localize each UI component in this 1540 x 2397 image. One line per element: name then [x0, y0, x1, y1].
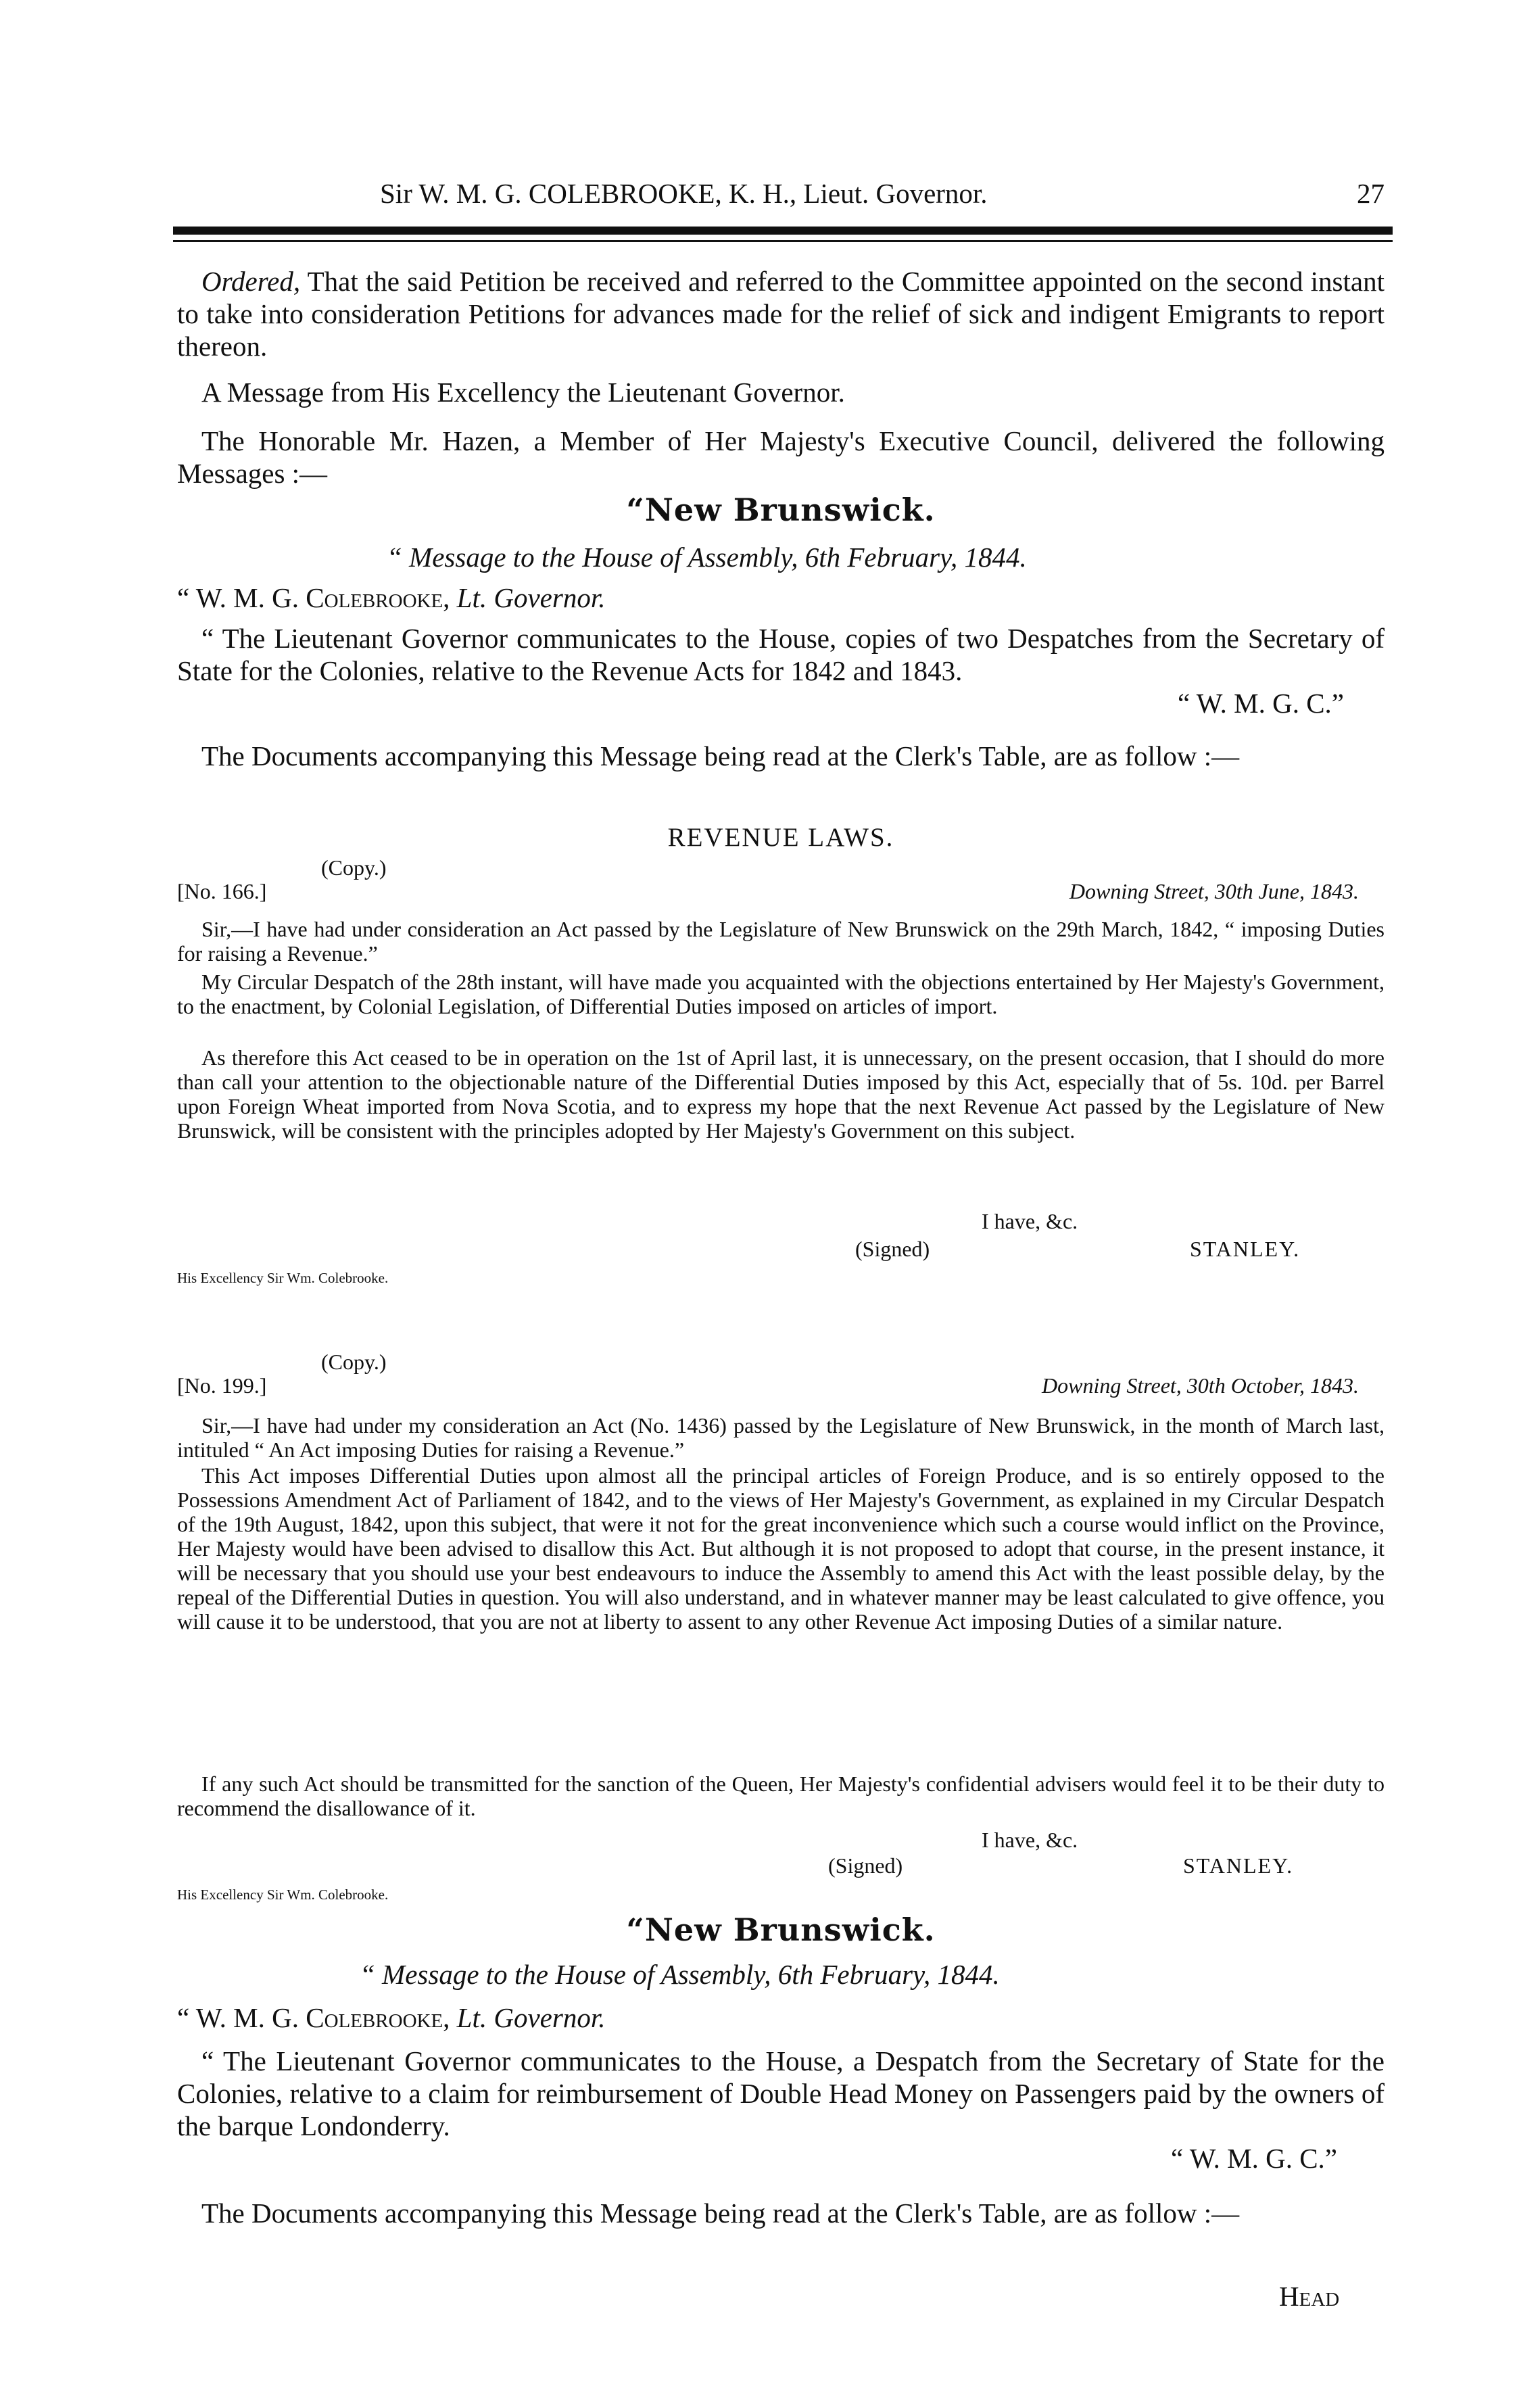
despatch2-signed: (Signed) — [828, 1853, 903, 1878]
header-rule-thick — [173, 227, 1393, 235]
catchword: Head — [1279, 2281, 1340, 2312]
message2-body: “ The Lieutenant Governor communicates to the House, a Despatch from the Secretary of State for the Colonies, relative to a claim for reimbursement of Double Head Money on Passengers paid by the owners of the barque Londonderry. — [177, 2045, 1385, 2141]
despatch1-para1: Sir,—I have had under consideration an Act passed by the Legislature of New Brunswick on the 29th March, 1842, “ imposing Duties for raising a Revenue.” — [177, 917, 1385, 966]
despatch2-number: [No. 199.] — [177, 1373, 267, 1398]
message1-initials: “ W. M. G. C.” — [1178, 688, 1344, 719]
section-title: REVENUE LAWS. — [667, 823, 894, 852]
message1-signature — [177, 582, 1385, 614]
despatch2-para1: Sir,—I have had under my consideration an Act (No. 1436) passed by the Legislature of New Brunswick, in the month of March last, intituled “ An Act imposing Duties for raising a Revenue.” — [177, 1413, 1385, 1462]
despatch1-signatory: STANLEY. — [1190, 1237, 1301, 1261]
header-rule-thin — [173, 240, 1393, 242]
despatch1-closing: I have, &c. — [982, 1209, 1078, 1233]
despatch1-dateline: Downing Street, 30th June, 1843. — [1069, 879, 1359, 903]
despatch1-para2: My Circular Despatch of the 28th instant, will have made you acquainted with the objections entertained by Her Majesty's Government, to the enactment, by Colonial Legislation, of Differential Duties imposed on articles of import. — [177, 970, 1385, 1018]
message2-documents: The Documents accompanying this Message being read at the Clerk's Table, are as follow :— — [201, 2198, 1240, 2229]
message1-dateline: “ Message to the House of Assembly, 6th February, 1844. — [387, 542, 1027, 573]
despatch2-para3: If any such Act should be transmitted for the sanction of the Queen, Her Majesty's confidential advisers would feel it to be their duty to recommend the disallowance of it. — [177, 1772, 1385, 1820]
message1-body: “ The Lieutenant Governor communicates to the House, copies of two Despatches from the Secretary of State for the Colonies, relative to the Revenue Acts for 1842 and 1843. — [177, 623, 1385, 686]
message1-sig-title: Lt. Governor. — [450, 582, 606, 613]
message1-sig-open: “ W. M. G. — [177, 582, 306, 613]
ordered-word: Ordered, — [201, 266, 301, 297]
message2-initials: “ W. M. G. C.” — [1171, 2143, 1337, 2174]
despatch1-para3: As therefore this Act ceased to be in operation on the 1st of April last, it is unnecessary, on the present occasion, that I should do more than call your attention to the objectionable nature of the Differential Duties imposed by this Act, especially that of 5s. 10d. per Barrel upon Foreign Wheat imported from Nova Scotia, and to express my hope that the next Revenue Act passed by the Legislature of New Brunswick, will be consistent with the principles adopted by Her Majesty's Government on this subject. — [177, 1045, 1385, 1143]
page-number: 27 — [1357, 178, 1385, 209]
message2-sig-open: “ W. M. G. — [177, 2002, 306, 2033]
message1-documents: The Documents accompanying this Message being read at the Clerk's Table, are as follow :— — [201, 740, 1240, 772]
despatch2-signatory: STANLEY. — [1183, 1853, 1294, 1878]
message2-signature — [177, 2001, 1385, 2034]
message1-sig-name: Colebrooke, — [306, 582, 450, 613]
despatch1-signed: (Signed) — [855, 1237, 930, 1261]
message-announcement: A Message from His Excellency the Lieutenant Governor. — [201, 377, 845, 408]
running-title: Sir W. M. G. COLEBROOKE, K. H., Lieut. Governor. — [380, 178, 988, 209]
despatch2-closing: I have, &c. — [982, 1828, 1078, 1852]
despatch2-dateline: Downing Street, 30th October, 1843. — [1042, 1373, 1359, 1398]
message2-sig-name: Colebrooke, — [306, 2002, 450, 2033]
ordered-paragraph — [177, 265, 1385, 362]
despatch1-copy-label: (Copy.) — [321, 855, 387, 880]
message2-sig-title: Lt. Governor. — [450, 2002, 606, 2033]
ordered-text: That the said Petition be received and referred to the Committee appointed on the second instant to take into consideration Petitions for advances made for the relief of sick and indigent Emigrants to report thereon. — [177, 266, 1385, 362]
despatch1-number: [No. 166.] — [177, 879, 267, 903]
despatch2-para2: This Act imposes Differential Duties upon almost all the principal articles of Foreign Produce, and is so entirely opposed to the Possessions Amendment Act of Parliament of 1842, and to the views of Her Majesty's Government, as explained in my Circular Despatch of the 19th August, 1842, upon this subject, that were it not for the great inconvenience which such a course would inflict on the Province, Her Majesty would have been advised to disallow this Act. But although it is not proposed to adopt that course, in the present instance, it will be necessary that you should use your best endeavours to induce the Assembly to amend this Act with the least possible delay, by the repeal of the Differential Duties in question. You will also understand, and in whatever manner may be least calculated to give offence, you will cause it to be understood, that you are not at liberty to assent to any other Revenue Act imposing Duties of a similar nature. — [177, 1463, 1385, 1634]
despatch2-copy-label: (Copy.) — [321, 1350, 387, 1374]
despatch2-addressee: His Excellency Sir Wm. Colebrooke. — [177, 1886, 389, 1903]
despatch1-addressee: His Excellency Sir Wm. Colebrooke. — [177, 1270, 389, 1286]
hazen-paragraph: The Honorable Mr. Hazen, a Member of Her Majesty's Executive Council, delivered the following Messages :— — [177, 425, 1385, 489]
running-header — [177, 177, 1385, 215]
message1-heading: “New Brunswick. — [626, 492, 936, 528]
message2-dateline: “ Message to the House of Assembly, 6th February, 1844. — [360, 1959, 1000, 1990]
message2-heading: “New Brunswick. — [626, 1912, 936, 1948]
